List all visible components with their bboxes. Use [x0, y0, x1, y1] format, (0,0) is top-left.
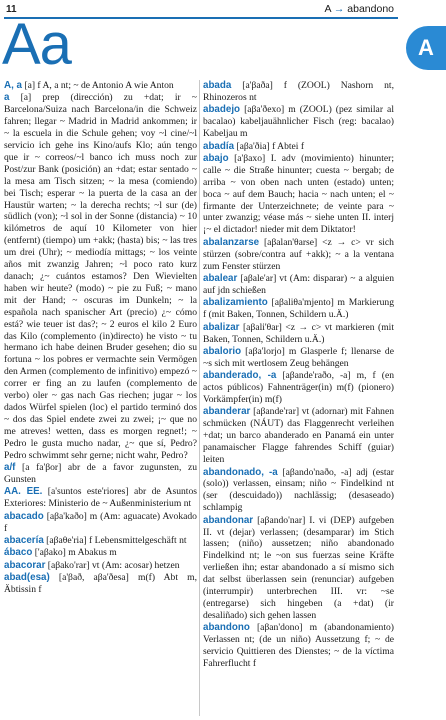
dictionary-entry — [4, 486, 197, 510]
dictionary-entry — [203, 141, 394, 153]
entry-definition: [a] f A, a nt; ~ de Antonio A wie Anton — [24, 80, 174, 91]
running-head-word: abandono — [347, 3, 394, 15]
entry-headword[interactable]: abandonado, -a — [203, 466, 278, 478]
dictionary-entry — [203, 297, 394, 321]
entry-definition: [a fa'βor] abr de a favor zugunsten, zu Gunsten — [4, 462, 197, 485]
entry-definition: [aβan'dono] m (abandonamiento) Verlassen nt; (de un niño) Aussetzung f; ~ de servicio Quittieren des Dienstes; ~ de la víctima Fahrerflucht f — [203, 622, 394, 669]
entry-headword[interactable]: abanderado, -a — [203, 370, 277, 382]
section-letters: Aa — [2, 12, 71, 77]
entry-definition: [aβaliθa'mjento] m Markierung f (mit Baken, Tonnen, Schildern u.Ä.) — [203, 297, 394, 321]
entry-headword[interactable]: abandono — [203, 622, 250, 634]
dictionary-entry — [203, 622, 394, 670]
entry-headword[interactable]: a/f — [4, 462, 16, 473]
entry-definition: [aβali'θar] <z → c> vt markieren (mit Baken, Tonnen, Schildern u.Ä.) — [203, 321, 394, 345]
entry-definition: [aβa'ðia] f Abtei f — [236, 140, 305, 152]
entry-headword[interactable]: abandonar — [203, 514, 254, 526]
entry-definition: [a'βaða] f (ZOOL) Nashorn nt, Rhinozeros nt — [203, 80, 394, 103]
entry-definition: [aβa'kaðo] m (Am: aguacate) Avokado f — [4, 510, 197, 534]
thumb-index-tab[interactable] — [406, 26, 446, 70]
entry-definition: [aβale'ar] vt (Am: disparar) ~ a alguien auf jdn schießen — [203, 273, 394, 296]
entry-definition: [aβa'ðexo] m (ZOOL) (pez similar al bacalao) kabeljauähnlicher Fisch (reg: bacalao) Kabeljau m — [203, 104, 394, 140]
dictionary-entry — [4, 80, 197, 92]
entry-definition: ['aβako] m Abakus m — [34, 547, 117, 559]
arrow-right-icon: → — [333, 3, 345, 15]
running-head-prefix: A — [324, 3, 331, 15]
entry-headword[interactable]: abalizamiento — [203, 297, 268, 309]
dictionary-entry — [4, 92, 197, 461]
left-column — [4, 80, 197, 596]
entry-headword[interactable]: ábaco — [4, 547, 33, 559]
dictionary-entry — [203, 515, 394, 622]
dictionary-entry — [4, 535, 197, 547]
dictionary-entry — [4, 572, 197, 596]
dictionary-entry — [4, 547, 197, 559]
entry-headword[interactable]: abacería — [4, 534, 44, 546]
entry-definition: [aβako'rar] vt (Am: acosar) hetzen — [47, 559, 180, 571]
entry-headword[interactable]: abacado — [4, 510, 44, 522]
entry-headword[interactable]: A, a — [4, 80, 22, 91]
entry-definition: [aβalan'θarse] <z → c> vr sich stürzen (sobre/contra auf +akk); ~ a la ventana zum Fenster stürzen — [203, 236, 394, 272]
dictionary-entry — [203, 370, 394, 406]
entry-headword[interactable]: abada — [203, 80, 232, 91]
entry-headword[interactable]: abajo — [203, 152, 229, 164]
dictionary-entry — [203, 406, 394, 466]
dictionary-entry — [4, 511, 197, 535]
entry-definition: [aβando'naðo, -a] adj (estar (solo)) verlassen, einsam; niño ~ Findelkind nt (ser (descuidado)) nachlässig; (desaseado) schlampig — [203, 466, 394, 514]
entry-headword[interactable]: abalear — [203, 273, 238, 284]
entry-definition: [a] prep (dirección) zu +dat; ir ~ Barcelona/Suiza nach Barcelona/in die Schweiz fahren; llegar ~ Madrid in Madrid ankommen; ir ~ la escuela in die Schule gehen; voy ~l cine/~l servicio ich gehe ins Kino/aufs Klo; aún tengo que ir ~ correos/~l banco ich muss noch zur Post/zur Bank (posición) an +dat; estar sentado ~ la mesa am Tisch sitzen; ~ la mesa (comiendo) bei Tisch; esperar ~ la puerta de la casa an der Haustür warten; ~ la derecha rechts; ~l sur (de) südlich (von); ~l sol in der Sonne (distancia) ~ 10 kilómetros de aquí 10 Kilometer von hier (entfernt) (tiempo) um +akk; (hasta) bis; ~ las tres um drei (Uhr); ~ mediodía mittags; ~ los veinte años mit zwanzig Jahren; ~l poco rato kurz danach; ¿~ cuántos estamos? Den Wievielten haben wir heute? (modo) ~ pie zu Fuß; ~ mano mit der Hand; ~ oscuras im Dunkeln; ~ la española nach spanischer Art (precio) ¿~ cómo está? wie teuer ist das?; ~ 2 euros el kilo 2 Euro das Kilo (complemento (in)directo) he visto ~ tu hermano ich habe deinen Bruder gesehen; dio su fortuna ~ los pobres er vermachte sein Vermögen den Armen (complemento de infinitivo) empezó ~ correr er fing an zu laufen (complemento de verbo) oler ~ gas nach Gas riechen; jugar ~ los dados Würfel spielen (loc) el partido terminó dos ~ dos das Spiel endete zwei zu zwei; ¡~ que no me atreves! wetten, dass es morgen regnet!; ~ Pedro le gusta mucho nadar, ¿~ que sí, Pedro? Pedro schwimmt sehr gerne; nicht wahr, Pedro? — [4, 92, 197, 461]
entry-definition: [a'βaxo] I. adv (movimiento) hinunter; calle ~ die Straße hinunter; cuesta ~ bergab; de arriba ~ von oben nach unten (estado) unten; boca ~ auf dem Bauch; hacia ~ nach unten; el ~ firmante der Unterzeichnete; de veinte para ~ unter zwanzig; véase más ~ siehe unten II. interj ¡~ el dictador! nieder mit dem Diktator! — [203, 152, 394, 236]
entry-headword[interactable]: abalizar — [203, 321, 240, 333]
dictionary-entry — [203, 322, 394, 346]
entry-definition: [aβaθe'ria] f Lebensmittelgeschäft nt — [46, 534, 187, 546]
dictionary-entry — [203, 346, 394, 370]
entry-definition: [aβande'raðo, -a] m, f (en actos públicos) Fahnenträger(in) m(f) (pionero) Vorkämpfer(in) m(f) — [203, 370, 394, 406]
dictionary-entry — [203, 153, 394, 236]
entry-headword[interactable]: a — [4, 92, 10, 104]
page-number: 11 — [6, 4, 17, 15]
entry-definition: [a'βað, aβa'ðesa] m(f) Abt m, Äbtissin f — [4, 572, 197, 596]
thumb-index-letter: A — [418, 35, 434, 60]
entry-headword[interactable]: abalanzarse — [203, 236, 260, 248]
entry-headword[interactable]: abad(esa) — [4, 572, 50, 584]
entry-definition: [aβa'lorjo] m Glasperle f; llenarse de ~s sich mit wertlosem Zeug behängen — [203, 345, 394, 369]
dictionary-entry — [4, 560, 197, 572]
entry-headword[interactable]: abalorio — [203, 345, 242, 357]
running-head — [325, 3, 395, 15]
entry-definition: [a'suntos este'riores] abr de Asuntos Exteriores: Ministerio de ~ Außenministerium nt — [4, 486, 197, 510]
entry-headword[interactable]: abadía — [203, 140, 235, 152]
dictionary-entry — [203, 237, 394, 273]
entry-definition: [aβando'nar] I. vi (DEP) aufgeben II. vt (dejar) verlassen; (desamparar) im Stich lassen; (niño) aussetzen; niño abandonado Findelkind nt; le ~on sus fuerzas seine Kräfte verließen ihn; estar abandonado a sí mismo sich dat selbst überlassen sein (renunciar) aufgeben (interrumpir) unterbrechen III. vr: ~se (entregarse) sich hingeben (a +dat) (ir desaliñado) sich gehen lassen — [203, 514, 394, 621]
entry-headword[interactable]: AA. EE. — [4, 486, 43, 498]
dictionary-entry — [203, 467, 394, 515]
dictionary-entry — [203, 273, 394, 297]
column-divider — [199, 80, 200, 716]
dictionary-entry — [203, 104, 394, 140]
entry-headword[interactable]: abadejo — [203, 104, 241, 116]
dictionary-entry — [203, 80, 394, 104]
right-column — [203, 80, 394, 670]
dictionary-entry — [4, 462, 197, 486]
entry-headword[interactable]: abanderar — [203, 406, 251, 418]
entry-headword[interactable]: abacorar — [4, 559, 46, 571]
entry-definition: [aβande'rar] vt (adornar) mit Fahnen schmücken (NÁUT) das Flaggenrecht verleihen +dat; un barco abanderado en Panamá ein unter panamaischer Flagge fahrendes Schiff (guiar) leiten — [203, 406, 394, 466]
